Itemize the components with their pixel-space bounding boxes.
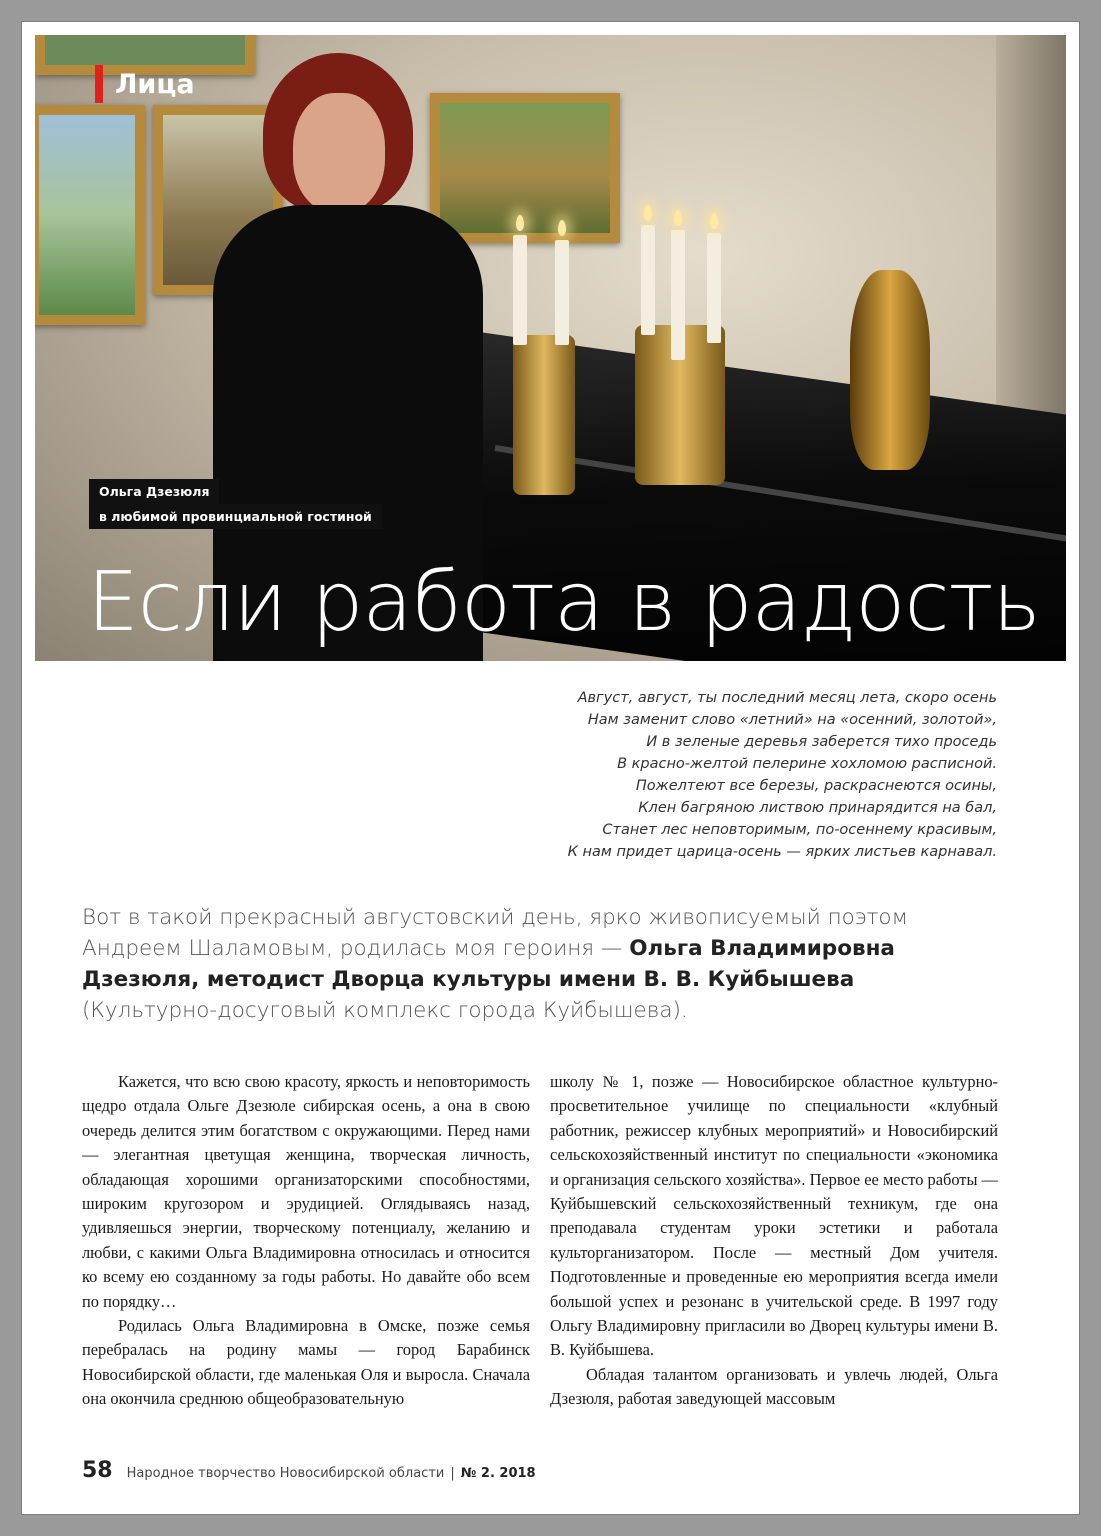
painting-lion [430,93,620,243]
poem-line: К нам придет царица-осень — ярких листьев карнавал. [567,844,997,860]
candle [671,230,685,360]
flame [516,215,524,231]
page-number: 58 [82,1458,113,1483]
poem-line: В красно-желтой пелерине хохломою расписной. [617,756,997,772]
candle [641,225,655,335]
section-accent-bar [95,65,103,103]
candelabra-left [513,335,575,495]
lead-text: Вот в такой прекрасный августовский день, ярко живописуемый поэтом Андреем Шаламовым, родилась моя героиня — [82,905,908,961]
woman-face [293,93,385,213]
magazine-page [22,22,1079,1514]
photo-caption-line2: в любимой провинциальной гостиной [89,504,382,529]
photo-caption-line1: Ольга Дзезюля [89,479,219,504]
section-label: Лица [115,68,195,100]
magazine-title: Народное творчество Новосибирской области [126,1466,445,1481]
footer-separator: | [450,1466,455,1481]
page-footer [82,1458,536,1483]
section-tag [95,65,195,103]
flame [674,210,682,226]
poem-line: Пожелтеют все березы, раскраснеются осины, [635,778,997,794]
candle [513,235,527,345]
body-paragraph: школу № 1, позже — Новосибирское областное культурно-просветительное училище по специальности «клубный работник, режиссер клубных мероприятий» и Новосибирский сельскохозяйственный институт по специальности «экономика и организация сельского хозяйства». Первое ее место работы — Куйбышевский сельскохозяйственный техникум, где она преподавала студентам уроки эстетики и работала культорганизатором. После — местный Дом учителя. Подготовленные и проведенные ею мероприятия всегда имели большой успех и резонанс в учительской среде. В 1997 году Ольгу Владимировну пригласили во Дворец культуры имени В. В. Куйбышева. [550,1072,998,1360]
hero-photo [35,35,1066,661]
poem-line: Нам заменит слово «летний» на «осенний, золотой», [587,712,997,728]
lead-text-end: (Культурно-досуговый комплекс города Куйбышева). [82,998,688,1023]
flame [644,205,652,221]
poem-line: Клен багряною листвою принарядится на бал, [638,800,997,816]
body-paragraph: Обладая талантом организовать и увлечь людей, Ольга Дзезюля, работая заведующей массовым [550,1364,998,1409]
flame [558,220,566,236]
body-column-left [82,1070,530,1412]
issue-number: № 2. 2018 [460,1466,536,1481]
painting-landscape [35,105,145,325]
lead-paragraph [82,902,982,1026]
candle [555,240,569,345]
poem-line: И в зеленые деревья заберется тихо проседь [646,734,997,750]
body-column-right [550,1070,998,1412]
lead-bold: Ольга Владимировна Дзезюля, методист Дворца культуры имени В. В. Куйбышева [82,936,895,992]
epigraph-poem [397,687,997,863]
candle [707,233,721,343]
article-headline: Если работа в радость [87,555,1040,650]
poem-line: Станет лес неповторимым, по-осеннему красивым, [602,822,997,838]
body-paragraph: Кажется, что всю свою красоту, яркость и неповторимость щедро отдала Ольге Дзезюле сибирская осень, а она в свою очередь делится этим богатством с окружающими. Перед нами — элегантная цветущая женщина, творческая личность, обладающая хорошими организаторскими способностями, широким кругозором и эрудицией. Оглядываясь назад, удивляешься энергии, творческому потенциалу, желанию и любви, с какими Ольга Владимировна относилась и относится ко всему ею созданному за годы работы. Но давайте обо всем по порядку… [82,1072,530,1311]
flame [710,213,718,229]
gold-vase [850,270,930,470]
body-paragraph: Родилась Ольга Владимировна в Омске, позже семья перебралась на родину мамы — город Барабинск Новосибирской области, где маленькая Оля и выросла. Сначала она окончила среднюю общеобразовательную [82,1316,530,1409]
poem-line: Август, август, ты последний месяц лета, скоро осень [577,690,997,706]
